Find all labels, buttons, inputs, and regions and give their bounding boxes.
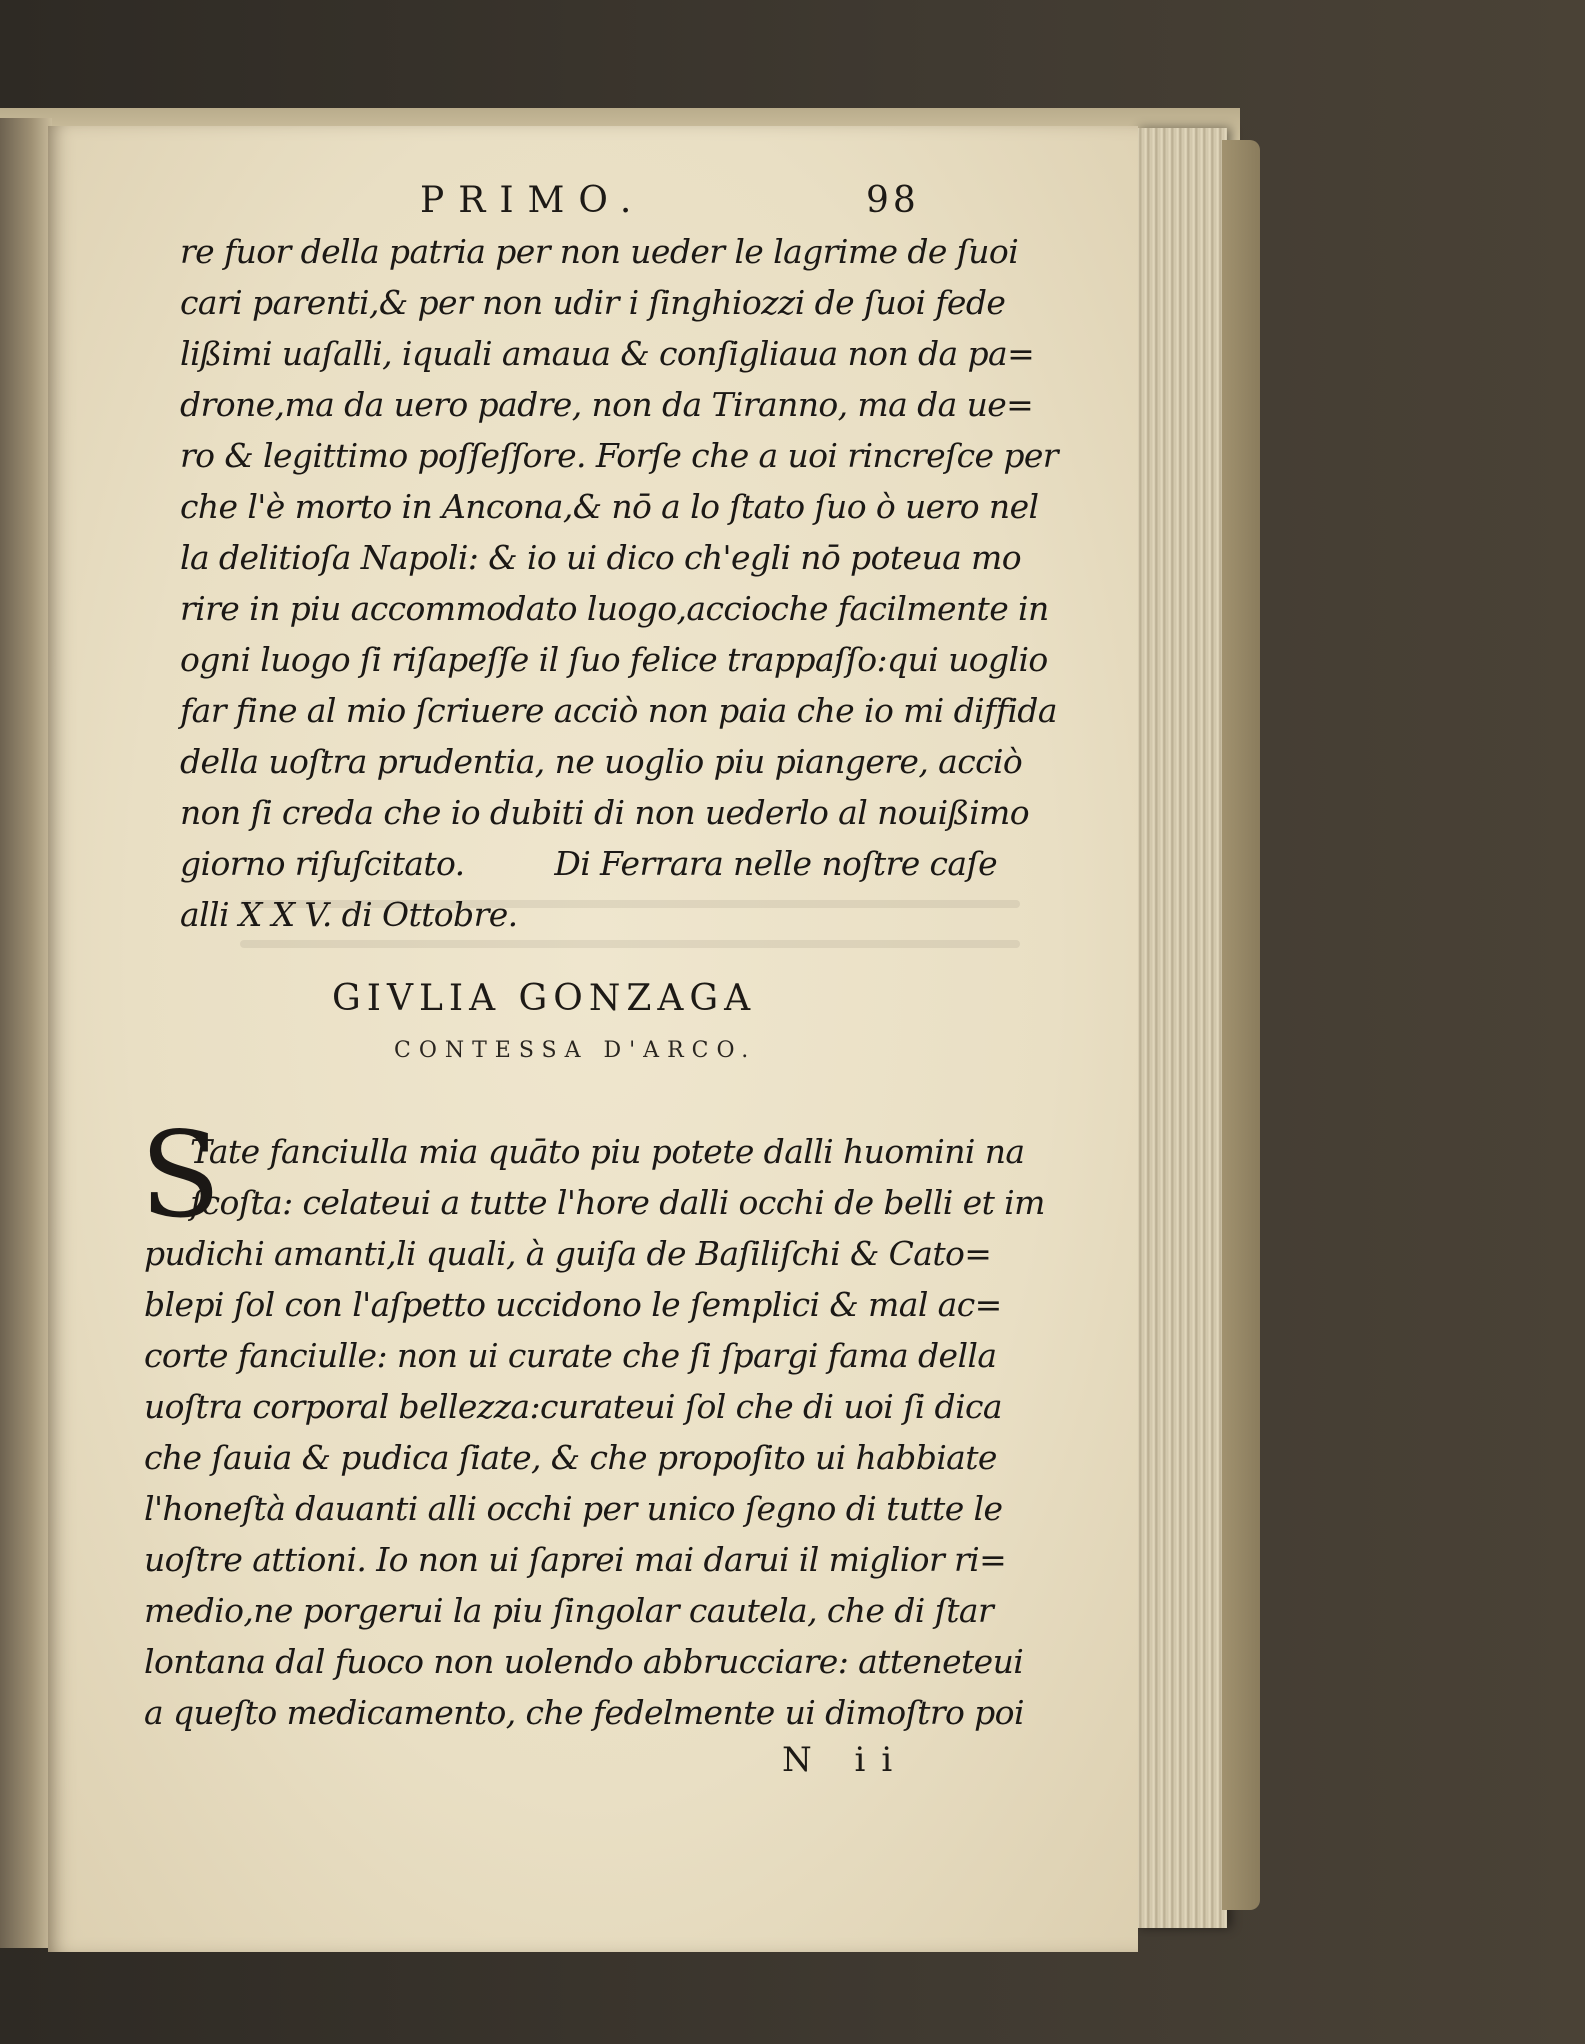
running-head: PRIMO. xyxy=(420,180,646,221)
text-line: corte fanciulle: non ui curate che ſi ſpargi fama della xyxy=(144,1336,997,1375)
text-line: a queſto medicamento, che fedelmente ui dimoſtro poi xyxy=(144,1693,1024,1732)
text-line: lißimi uaſalli, iquali amaua & conſigliaua non da pa= xyxy=(180,334,1035,373)
book-fore-edge xyxy=(1222,140,1260,1910)
text-line: re fuor della patria per non ueder le lagrime de ſuoi xyxy=(180,232,1019,271)
closing-place: Di Ferrara nelle noſtre caſe xyxy=(554,844,998,883)
text-line: l'honeſtà dauanti alli occhi per unico ſegno di tutte le xyxy=(144,1489,1003,1528)
page-header xyxy=(420,180,1020,230)
text-line: la delitioſa Napoli: & io ui dico ch'egli nō poteua mo xyxy=(180,538,1022,577)
drop-cap: S xyxy=(140,1106,221,1244)
text-line: della uoſtra prudentia, ne uoglio piu piangere, acciò xyxy=(180,742,1023,781)
section-subtitle: CONTESSA D'ARCO. xyxy=(394,1038,757,1063)
closing-sentence: giorno riſuſcitato. xyxy=(180,844,465,883)
closing-date: alli X X V. di Ottobre. xyxy=(180,895,518,934)
text-line: che ſauia & pudica ſiate, & che propoſito ui habbiate xyxy=(144,1438,997,1477)
ink-bleed-through xyxy=(240,940,1020,948)
text-line: ſcoſta: celateui a tutte l'hore dalli occhi de belli et im xyxy=(190,1183,1045,1222)
text-line-closing xyxy=(180,838,1000,889)
text-line: rire in piu accommodato luogo,accioche facilmente in xyxy=(180,589,1049,628)
letter-two-body xyxy=(144,1126,1045,1738)
text-line: medio,ne porgerui la piu ſingolar cautela, che di ſtar xyxy=(144,1591,994,1630)
text-line: far fine al mio ſcriuere acciò non paia che io mi diffida xyxy=(180,691,1057,730)
page-number: 98 xyxy=(866,180,920,221)
text-line: lontana dal fuoco non uolendo abbrucciare: atteneteui xyxy=(144,1642,1024,1681)
text-line: non ſi creda che io dubiti di non uederlo al nouißimo xyxy=(180,793,1029,832)
text-line: ro & legittimo poſſeſſore. Forſe che a uoi rincreſce per xyxy=(180,436,1058,475)
section-title: GIVLIA GONZAGA xyxy=(332,978,757,1019)
text-line: drone,ma da uero padre, non da Tiranno, ma da ue= xyxy=(180,385,1034,424)
text-line: ogni luogo ſi riſapeſſe il ſuo felice trappaſſo:qui uoglio xyxy=(180,640,1048,679)
text-line: che l'è morto in Ancona,& nō a lo ſtato ſuo ò uero nel xyxy=(180,487,1039,526)
signature-mark: N ii xyxy=(782,1740,909,1780)
text-line: uoſtre attioni. Io non ui ſaprei mai darui il miglior ri= xyxy=(144,1540,1007,1579)
letter-one-body xyxy=(180,226,1058,940)
page-stack-edge xyxy=(1135,128,1227,1928)
text-line: blepi ſol con l'aſpetto uccidono le ſemplici & mal ac= xyxy=(144,1285,1002,1324)
left-page-edge xyxy=(0,118,52,1948)
text-line: Tate fanciulla mia quāto piu potete dalli huomini na xyxy=(190,1132,1025,1171)
text-line: pudichi amanti,li quali, à guiſa de Baſiliſchi & Cato= xyxy=(144,1234,992,1273)
text-line: uoſtra corporal bellezza:curateui ſol che di uoi ſi dica xyxy=(144,1387,1002,1426)
text-line: cari parenti,& per non udir i ſinghiozzi de ſuoi fede xyxy=(180,283,1006,322)
